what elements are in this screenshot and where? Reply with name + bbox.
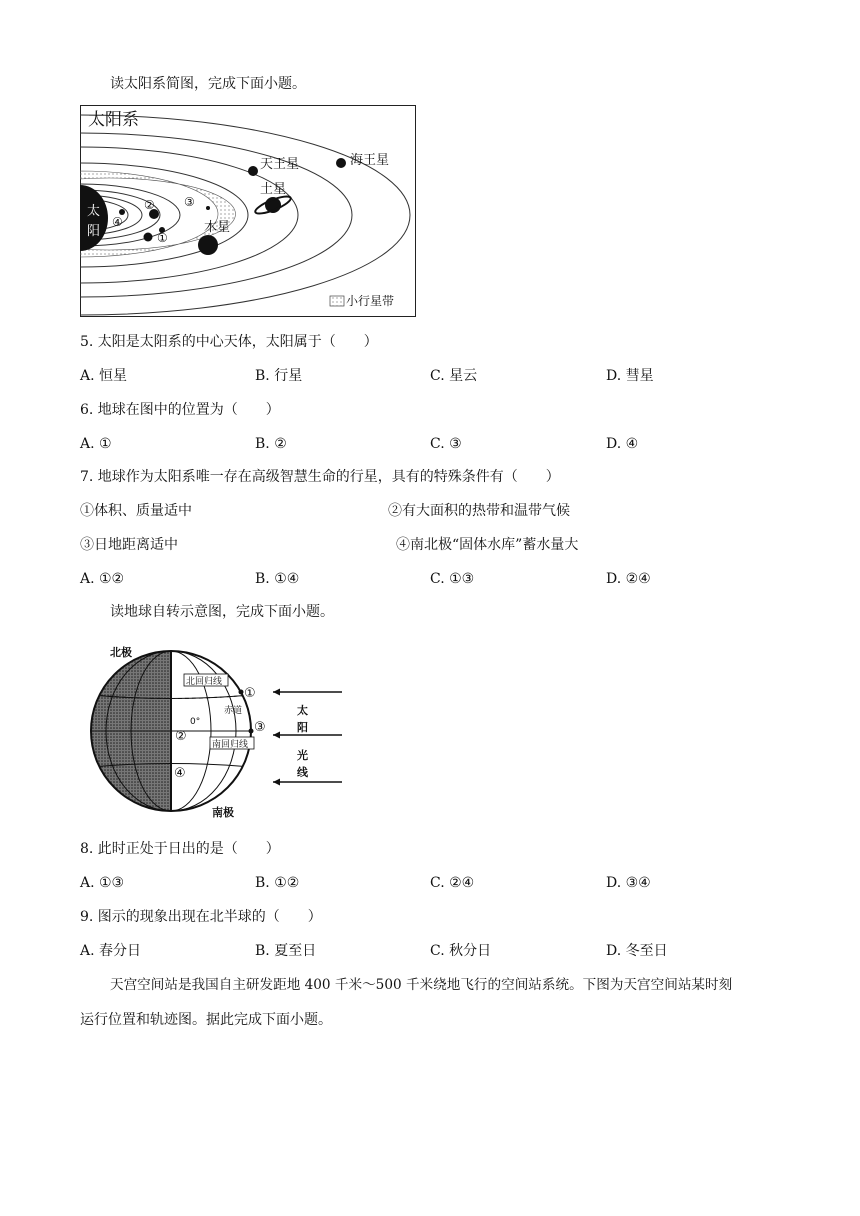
legend-swatch xyxy=(330,296,344,306)
q8-stem: 8. 此时正处于日出的是（ ） xyxy=(80,841,280,857)
jupiter xyxy=(198,235,218,255)
north-pole-label: 北极 xyxy=(110,646,132,659)
sunlight-label-3: 光 xyxy=(297,749,308,762)
earth-rotation-figure xyxy=(80,640,352,820)
saturn-label: 土星 xyxy=(260,182,287,197)
uranus-label: 天王星 xyxy=(260,157,300,172)
planet-3 xyxy=(144,233,153,242)
label-2: ② xyxy=(144,198,155,212)
q9-option-b: B. 夏至日 xyxy=(255,943,317,959)
q5-option-d: D. 彗星 xyxy=(606,368,654,384)
q9-stem: 9. 图示的现象出现在北半球的（ ） xyxy=(80,909,322,925)
label-3: ③ xyxy=(184,195,195,209)
sunlight-label-4: 线 xyxy=(297,766,308,779)
sun-label-1: 太 xyxy=(87,204,101,219)
q7-statement-4: ④南北极“固体水库”蓄水量大 xyxy=(396,537,579,553)
intro-solar-system: 读太阳系简图，完成下面小题。 xyxy=(110,76,306,92)
intro-space-station-line1: 天宫空间站是我国自主研发距地 400 千米～500 千米绕地飞行的空间站系统。下图为天宫空间站某时刻 xyxy=(110,977,733,993)
south-pole-label: 南极 xyxy=(212,806,234,819)
q8-option-b: B. ①② xyxy=(255,875,300,891)
point-2-label: ② xyxy=(175,729,187,744)
uranus xyxy=(248,166,258,176)
q5-option-a: A. 恒星 xyxy=(80,368,128,384)
intro-space-station-line2: 运行位置和轨迹图。据此完成下面小题。 xyxy=(80,1012,332,1028)
q8-option-a: A. ①③ xyxy=(80,875,125,891)
intro-rotation: 读地球自转示意图，完成下面小题。 xyxy=(110,604,334,620)
sun-label-2: 阳 xyxy=(87,224,101,239)
q6-option-b: B. ② xyxy=(255,436,287,452)
q5-option-c: C. 星云 xyxy=(430,368,478,384)
q5-option-b: B. 行星 xyxy=(255,368,303,384)
sunlight-label-1: 太 xyxy=(297,704,308,717)
q6-option-a: A. ① xyxy=(80,436,112,452)
tropic-south-label: 南回归线 xyxy=(212,740,249,750)
q7-statement-2: ②有大面积的热带和温带气候 xyxy=(388,503,570,519)
jupiter-label: 木星 xyxy=(204,220,231,235)
q8-option-c: C. ②④ xyxy=(430,875,475,891)
neptune xyxy=(336,158,346,168)
legend-label: 小行星带 xyxy=(346,294,395,308)
tropic-north-label: 北回归线 xyxy=(186,677,223,687)
q9-option-c: C. 秋分日 xyxy=(430,943,492,959)
solar-system-figure xyxy=(80,105,416,317)
q7-option-c: C. ①③ xyxy=(430,571,475,587)
q8-option-d: D. ③④ xyxy=(606,875,651,891)
figure-title: 太阳系 xyxy=(88,110,139,130)
q7-option-a: A. ①② xyxy=(80,571,125,587)
q6-option-c: C. ③ xyxy=(430,436,462,452)
q9-option-d: D. 冬至日 xyxy=(606,943,668,959)
neptune-label: 海王星 xyxy=(350,153,390,168)
sunlight-label-2: 阳 xyxy=(297,721,308,734)
q6-stem: 6. 地球在图中的位置为（ ） xyxy=(80,402,280,418)
q7-statement-3: ③日地距离适中 xyxy=(80,537,178,553)
q6-option-d: D. ④ xyxy=(606,436,639,452)
q7-option-b: B. ①④ xyxy=(255,571,300,587)
q7-option-d: D. ②④ xyxy=(606,571,651,587)
point-4-label: ④ xyxy=(174,766,186,781)
label-1: ① xyxy=(157,231,168,245)
label-4: ④ xyxy=(112,215,123,229)
q5-stem: 5. 太阳是太阳系的中心天体，太阳属于（ ） xyxy=(80,334,378,350)
point-3-label: ③ xyxy=(254,720,266,735)
q7-stem: 7. 地球作为太阳系唯一存在高级智慧生命的行星，具有的特殊条件有（ ） xyxy=(80,469,560,485)
q9-option-a: A. 春分日 xyxy=(80,943,142,959)
equator-label: 赤道 xyxy=(224,706,243,716)
zero-degree-label: 0° xyxy=(190,717,201,727)
point-1-label: ① xyxy=(244,686,256,701)
q7-statement-1: ①体积、质量适中 xyxy=(80,503,192,519)
